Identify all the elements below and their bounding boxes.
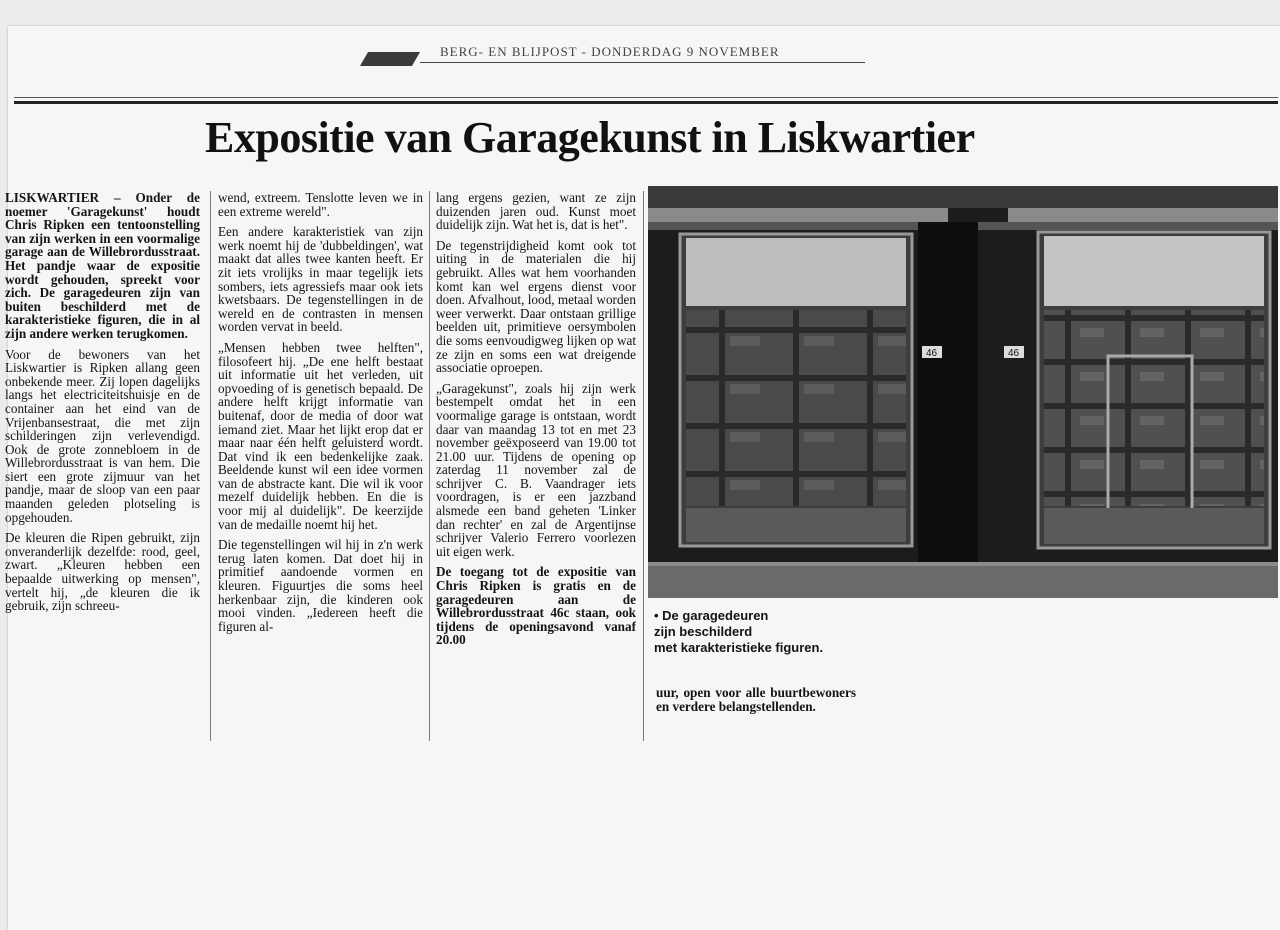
article-paragraph-bold: De toegang tot de expositie van Chris Ripken is gratis en de garagedeuren aan de Willebrordusstraat 46c staan, ook tijdens de openingsavond vanaf 20.00 [436, 564, 636, 648]
header-rule-thin [14, 97, 1278, 98]
article-paragraph: Voor de bewoners van het Liskwartier is Ripken allang geen onbekende meer. Zij lopen dagelijks langs het electriciteitshuisje en de container aan het eind van de Vrijenbansestraat, die met zijn schilderingen zijn verlevendigd. Ook de grote zonnebloem in de Willebrordusstraat is van hem. Die siert een grote zijmuur van het pandje, maar de sloop van een paar maanden geleden plotseling is opgehouden. [5, 346, 200, 525]
article-column-4 [656, 686, 856, 713]
article-column-1 [5, 191, 200, 736]
garage-doors-photo [648, 186, 1278, 598]
masthead-rule [420, 62, 865, 63]
article-paragraph: Die tegenstellingen wil hij in z'n werk terug laten komen. Dat doet hij in primitief aandoende vormen en kleuren. Figuurtjes die soms heel herkenbaar zijn, die kinderen ook mooi vinden. „Iedereen heeft die figuren al- [218, 537, 423, 634]
article-column-3 [436, 191, 636, 746]
house-number-left: 46 [926, 348, 938, 359]
header-rule-thick [14, 101, 1278, 104]
caption-line: • De garagedeuren [654, 608, 769, 623]
column-divider [210, 191, 211, 741]
article-paragraph: De tegenstrijdigheid komt ook tot uiting in de materialen die hij gebruikt. Alles wat hem voorhanden komt kan wel ergens dienst voor doen. Afvalhout, lood, metaal worden weer verwerkt. Daar ontstaan grillige beelden uit, primitieve oersymbolen die soms eenvoudigweg lijken op wat ze zijn en soms een wat dreigende associatie oproepen. [436, 237, 636, 376]
masthead-block [360, 52, 420, 66]
caption-line: met karakteristieke figuren. [654, 640, 824, 655]
photo-caption [654, 608, 874, 656]
caption-line: zijn beschilderd [654, 624, 753, 639]
masthead: BERG- EN BLIJPOST - DONDERDAG 9 NOVEMBER [440, 44, 780, 58]
column-divider [429, 191, 430, 741]
article-paragraph: „Mensen hebben twee helften", filosofeert hij. „De ene helft bestaat uit informatie uit het verleden, uit opvoeding of is genetisch bepaald. De andere helft krijgt informatie van buitenaf, door de media of door wat iemand ziet. Maar het lijkt erop dat er maar naar één helft geluisterd wordt. Dat vind ik een bedenkelijke zaak. Beeldende kunst wil een idee vormen van de abstracte kant. Die wil ik voor mezelf duidelijk hebben. En die is voor mij al duidelijk". De keerzijde van de medaille noemt hij het. [218, 339, 423, 532]
house-number-right: 46 [1008, 348, 1020, 359]
article-paragraph: wend, extreem. Tenslotte leven we in een extreme wereld". [218, 191, 423, 219]
article-paragraph: Een andere karakteristiek van zijn werk noemt hij de 'dubbeldingen', wat maakt dat alles twee kanten heeft. Er zit iets vrolijks in maar tegelijk iets sombers, iets agressiefs maar ook iets kwetsbaars. De tegenstellingen in de wereld en de contrasten in mensen worden vervat in beeld. [218, 224, 423, 335]
article-paragraph-bold: uur, open voor alle buurtbewoners en verdere belangstellenden. [656, 685, 856, 714]
article-paragraph: De kleuren die Ripen gebruikt, zijn onveranderlijk dezelfde: rood, geel, zwart. „Kleuren hebben een bepaalde uitwerking op mensen", vertelt hij, „de kleuren die ik gebruik, zijn schreeu- [5, 530, 200, 614]
article-column-2 [218, 191, 423, 736]
article-lead: LISKWARTIER – Onder de noemer 'Garagekunst' houdt Chris Ripken een tentoonstelling van zijn werken in een voormalige garage aan de Willebrordusstraat. Het pandje waar de expositie wordt gehouden, spreekt voor zich. De garagedeuren zijn van buiten beschilderd met de karakteristieke figuren, die in al zijn andere werken terugkomen. [5, 191, 200, 341]
article-headline: Expositie van Garagekunst in Liskwartier [205, 113, 975, 162]
article-paragraph: lang ergens gezien, want ze zijn duizenden jaren oud. Kunst moet duidelijk zijn. Wat het is, dat is het". [436, 191, 636, 233]
column-divider [643, 191, 644, 741]
article-paragraph: „Garagekunst", zoals hij zijn werk bestempelt omdat het in een voormalige garage is ontstaan, wordt daar van maandag 13 tot en met 23 november geëxposeerd van 19.00 tot 21.00 uur. Tijdens de opening op zaterdag 11 november zal de schrijver C. B. Vaandrager iets voordragen, is er een jazzband alsmede een band geheten 'Linker dan rechter' en zal de Argentijnse schrijver Valerio Ferrero voorlezen uit eigen werk. [436, 380, 636, 559]
